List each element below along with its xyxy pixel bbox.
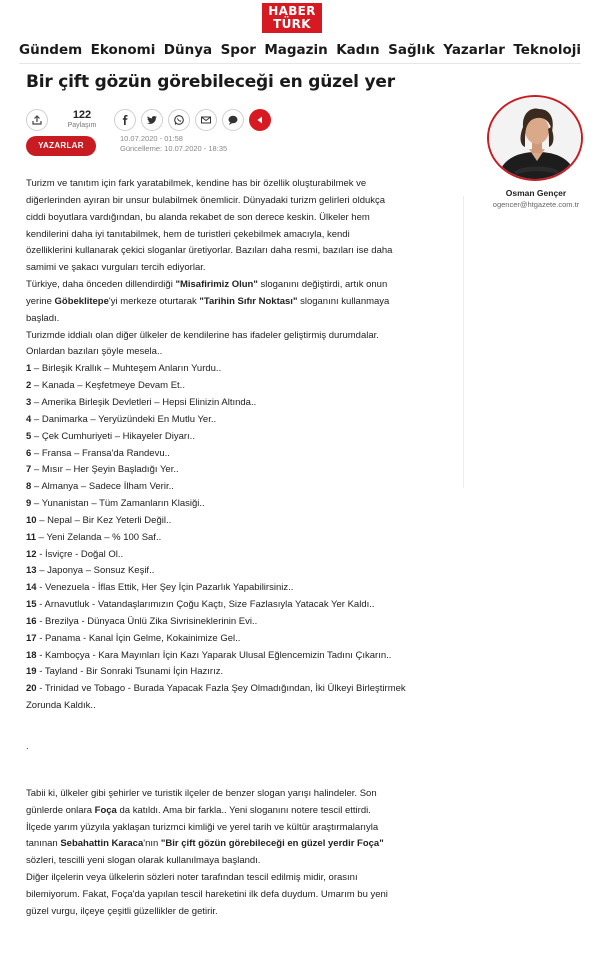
text-run: sloganını kullanmaya bbox=[297, 295, 390, 307]
nav-item-spor[interactable]: Spor bbox=[220, 41, 256, 58]
slogan-text: – Japonya – Sonsuz Keşif.. bbox=[36, 565, 155, 577]
facebook-icon[interactable] bbox=[114, 109, 136, 131]
slogan-item bbox=[26, 513, 446, 530]
slogan-number: 14 bbox=[26, 582, 37, 594]
date-updated: Güncelleme: 10.07.2020 - 18:35 bbox=[120, 144, 228, 153]
nav-item-yazarlar[interactable]: Yazarlar bbox=[443, 41, 505, 58]
slogan-number: 9 bbox=[26, 498, 32, 510]
intro-line: kendilerini daha iyi tanıtabilmek, hem de turistleri çekebilmek amacıyla, kendi bbox=[26, 228, 350, 240]
slogan-number: 1 bbox=[26, 363, 32, 375]
nav-item-saglik[interactable]: Sağlık bbox=[388, 41, 435, 58]
nav-item-ekonomi[interactable]: Ekonomi bbox=[90, 41, 156, 58]
slogan-tarihin: "Tarihin Sıfır Noktası" bbox=[199, 295, 298, 307]
text-run: sloganını değiştirdi, artık onun bbox=[257, 279, 388, 291]
intro-line: ciddi boyutlara vardığından, bu alanda rekabet de son derece keskin. Ülkeler hem bbox=[26, 211, 370, 223]
slogan-item bbox=[26, 597, 446, 614]
slogan-text: – Yeni Zelanda – % 100 Saf.. bbox=[36, 531, 162, 543]
intro-line: özelliklerini kullanarak çekici sloganlar üretiyorlar. Bazıları daha resmi, bazıları ise daha bbox=[26, 245, 393, 257]
slogan-number: 16 bbox=[26, 615, 37, 627]
slogan-number: 7 bbox=[26, 464, 32, 476]
slogan-item bbox=[26, 614, 446, 631]
slogan-item bbox=[26, 547, 446, 564]
slogan-number: 12 bbox=[26, 548, 37, 560]
text-run: da katıldı. Ama bir farkla.. Yeni sloganını notere tescil ettirdi. bbox=[116, 804, 371, 816]
share-count-number: 122 bbox=[72, 109, 92, 121]
slogan-number: 6 bbox=[26, 447, 32, 459]
haberturk-logo[interactable] bbox=[262, 3, 322, 33]
slogan-text: - Tayland - Bir Sonraki Tsunami İçin Hazırız. bbox=[36, 666, 224, 678]
nav-item-teknoloji[interactable]: Teknoloji bbox=[513, 41, 581, 58]
nav-item-kadin[interactable]: Kadın bbox=[336, 41, 380, 58]
share-bar bbox=[26, 108, 276, 132]
slogan-misafirimiz: "Misafirimiz Olun" bbox=[175, 279, 258, 291]
text-run: Türkiye, daha önceden dillendirdiği bbox=[26, 279, 176, 291]
twitter-icon[interactable] bbox=[141, 109, 163, 131]
slogan-item bbox=[26, 479, 446, 496]
slogan-20-continued: Zorunda Kaldık.. bbox=[26, 700, 96, 712]
slogan-number: 11 bbox=[26, 531, 37, 543]
slogan-item bbox=[26, 530, 446, 547]
outro-line bbox=[26, 836, 446, 853]
slogan-number: 5 bbox=[26, 430, 32, 442]
author-email[interactable]: ogencer@htgazete.com.tr bbox=[492, 200, 580, 209]
text-run: 'nın bbox=[143, 838, 161, 850]
outro-paragraph bbox=[26, 786, 446, 921]
slogan-item bbox=[26, 429, 446, 446]
slogan-item bbox=[26, 631, 446, 648]
slogan-text: - Arnavutluk - Vatandaşlarımızın Çoğu Kaçtı, Size Fazlasıyla Yatacak Yer Kaldı.. bbox=[36, 599, 375, 611]
text-run: tanınan bbox=[26, 838, 61, 850]
slogan-item bbox=[26, 395, 446, 412]
claim-line: Turizmde iddialı olan diğer ülkeler de kendilerine has ifadeler geliştirmiş durumdalar. bbox=[26, 329, 379, 341]
turkiye-line bbox=[26, 294, 446, 311]
slogan-text: – Almanya – Sadece İlham Verir.. bbox=[31, 481, 174, 493]
slogan-item bbox=[26, 462, 446, 479]
bullet-dot: . bbox=[26, 741, 29, 752]
slogan-number: 3 bbox=[26, 396, 32, 408]
outro-line: Diğer ilçelerin veya ülkelerin sözleri noter tarafından tescil edilmiş midir, orasını bbox=[26, 872, 358, 884]
text-run: 'yi merkeze oturtarak bbox=[108, 295, 200, 307]
slogan-text: – Yunanistan – Tüm Zamanların Klasiği.. bbox=[31, 498, 205, 510]
article-body bbox=[26, 176, 446, 921]
slogan-item bbox=[26, 681, 446, 698]
outro-line: sözleri, tescilli yeni slogan olarak kullanılmaya başlandı. bbox=[26, 855, 261, 867]
claim-line: Onlardan bazıları şöyle mesela.. bbox=[26, 346, 163, 358]
share-count-label: Paylaşım bbox=[67, 122, 97, 129]
slogan-item bbox=[26, 361, 446, 378]
slogan-number: 17 bbox=[26, 632, 37, 644]
article-dates bbox=[120, 134, 227, 154]
foca-slogan: "Bir çift gözün görebileceği en güzel yerdir Foça" bbox=[160, 838, 384, 850]
slogan-number: 2 bbox=[26, 380, 32, 392]
person-name: Sebahattin Karaca bbox=[60, 838, 144, 850]
slogan-item bbox=[26, 446, 446, 463]
slogan-number: 10 bbox=[26, 514, 37, 526]
foca-bold: Foça bbox=[94, 804, 117, 816]
slogan-text: - Panama - Kanal İçin Gelme, Kokainimize Gel.. bbox=[36, 632, 241, 644]
slogan-text: - Kamboçya - Kara Mayınları İçin Kazı Yaparak Ulusal Eğlencemizin Tadını Çıkarın.. bbox=[36, 649, 392, 661]
more-icon[interactable] bbox=[249, 109, 271, 131]
slogan-item bbox=[26, 580, 446, 597]
text-run: yerine bbox=[26, 295, 55, 307]
slogan-text: - Brezilya - Dünyaca Ünlü Zika Sivrisineklerinin Evi.. bbox=[36, 615, 258, 627]
share-count bbox=[53, 110, 111, 130]
slogan-text: – Nepal – Bir Kez Yeterli Değil.. bbox=[36, 514, 172, 526]
slogan-text: – Danimarka – Yeryüzündeki En Mutlu Yer.. bbox=[31, 413, 217, 425]
nav-item-magazin[interactable]: Magazin bbox=[264, 41, 328, 58]
outro-line: İlçede yarım yüzyıla yaklaşan turizmci kimliği ve yerel tarih ve kültür araştırmalarıyla bbox=[26, 821, 379, 833]
slogan-number: 4 bbox=[26, 413, 32, 425]
turkiye-line bbox=[26, 277, 446, 294]
article-title: Bir çift gözün görebileceği en güzel yer bbox=[26, 72, 395, 92]
slogan-list bbox=[26, 361, 446, 698]
intro-line: samimi ve şakacı vurguları tercih ediyorlar. bbox=[26, 262, 206, 274]
slogan-item bbox=[26, 563, 446, 580]
author-avatar[interactable] bbox=[487, 95, 583, 181]
logo-line-1: HABER bbox=[268, 4, 316, 18]
nav-item-gundem[interactable]: Gündem bbox=[19, 41, 83, 58]
gobeklitepe-link[interactable]: Göbeklitepe bbox=[54, 295, 109, 307]
whatsapp-icon[interactable] bbox=[168, 109, 190, 131]
main-nav bbox=[19, 36, 581, 64]
slogan-text: - Venezuela - İflas Ettik, Her Şey İçin Pazarlık Yapabilirsiniz.. bbox=[36, 582, 294, 594]
slogan-text: - Trinidad ve Tobago - Burada Yapacak Fazla Şey Olmadığından, İki Ülkeyi Birleştirmek bbox=[36, 683, 406, 695]
slogan-text: – Amerika Birleşik Devletleri – Hepsi Elinizin Altında.. bbox=[31, 396, 257, 408]
intro-line: Turizm ve tanıtım için fark yaratabilmek, kendine has bir özellik oluşturabilmek ve bbox=[26, 178, 367, 189]
slogan-text: – Birleşik Krallık – Muhteşem Anların Yurdu.. bbox=[31, 363, 222, 375]
slogan-item bbox=[26, 664, 446, 681]
slogan-text: – Çek Cumhuriyeti – Hikayeler Diyarı.. bbox=[31, 430, 195, 442]
slogan-text: – Mısır – Her Şeyin Başladığı Yer.. bbox=[31, 464, 179, 476]
slogan-text: - İsviçre - Doğal Ol.. bbox=[36, 548, 124, 560]
author-name[interactable]: Osman Gençer bbox=[505, 188, 567, 198]
intro-line: diğerlerinden ayıran bir unsur bulabilmek önemlicir. Dünyadaki turizm gelirleri oldukça bbox=[26, 194, 386, 206]
date-published: 10.07.2020 - 01:58 bbox=[120, 134, 183, 143]
slogan-item bbox=[26, 378, 446, 395]
slogan-item bbox=[26, 496, 446, 513]
slogan-number: 13 bbox=[26, 565, 37, 577]
comment-icon[interactable] bbox=[222, 109, 244, 131]
slogan-text: – Kanada – Keşfetmeye Devam Et.. bbox=[31, 380, 185, 392]
slogan-item bbox=[26, 412, 446, 429]
slogan-number: 19 bbox=[26, 666, 37, 678]
slogan-text: – Fransa – Fransa'da Randevu.. bbox=[31, 447, 170, 459]
category-button[interactable]: YAZARLAR bbox=[26, 136, 96, 156]
text-run: günlerde onlara bbox=[26, 804, 95, 816]
logo-line-2: TÜRK bbox=[273, 17, 311, 31]
email-icon[interactable] bbox=[195, 109, 217, 131]
column-divider bbox=[463, 196, 464, 488]
share-icon[interactable] bbox=[26, 109, 48, 131]
turkiye-line: başladı. bbox=[26, 312, 60, 324]
outro-line bbox=[26, 803, 446, 820]
outro-line: bilemiyorum. Fakat, Foça'da yapılan tescil hareketini ilk defa duydum. Umarım bu yeni bbox=[26, 888, 388, 900]
outro-line: güzel vurgu, ilçeye çeşitli güzellikler de getirir. bbox=[26, 905, 218, 917]
slogan-number: 18 bbox=[26, 649, 37, 661]
nav-item-dunya[interactable]: Dünya bbox=[163, 41, 213, 58]
outro-line: Tabii ki, ülkeler gibi şehirler ve turistik ilçeler de benzer slogan yarışı halindeler. Son bbox=[26, 787, 377, 799]
slogan-number: 20 bbox=[26, 683, 37, 695]
slogan-item bbox=[26, 648, 446, 665]
slogan-number: 15 bbox=[26, 599, 37, 611]
slogan-number: 8 bbox=[26, 481, 32, 493]
